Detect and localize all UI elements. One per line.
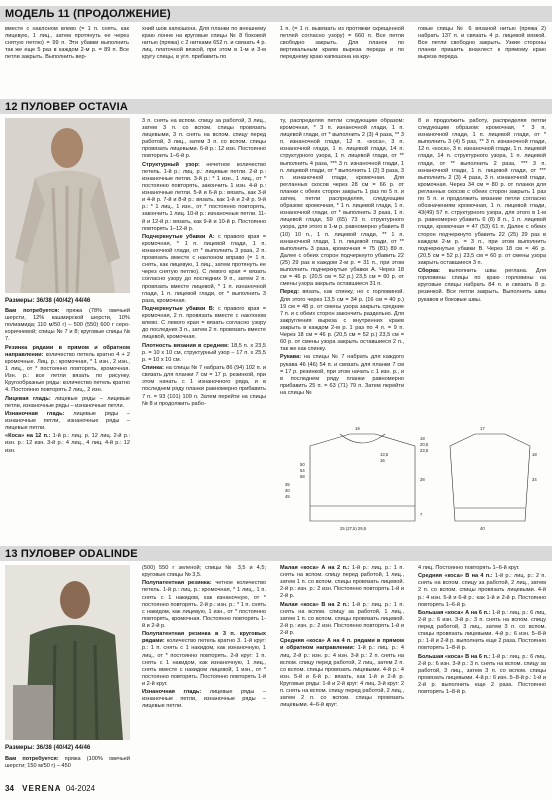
diagram-label: 35 bbox=[285, 482, 290, 487]
paragraph-heading: «Коса» на 12 п.: bbox=[5, 433, 51, 440]
diagram-label: 40 bbox=[480, 526, 485, 531]
model11-col-2 bbox=[142, 26, 266, 96]
paragraph-heading: Полупатентная резинка в 3 п. круговых рядами: bbox=[142, 631, 266, 645]
octavia-pattern-diagram bbox=[280, 426, 546, 534]
octavia-col-1 bbox=[5, 308, 130, 543]
instruction-paragraph bbox=[142, 689, 266, 710]
paragraph-heading: Структурный узор: bbox=[142, 161, 200, 168]
paragraph-heading: Спинка: bbox=[142, 365, 165, 372]
diagram-label: 23,5 bbox=[420, 448, 429, 453]
paragraph-text: ту, распределяя петли следующим образом: кромочная, * 3 п. изнаночной глади, 1 п. лицевой глади, от * выполнить 2 (3) 4 раза, ** 3 п. изнаночной глади, 12 п. «коса», 3 п. изнаночной глади, 1 п. лицевой глади, 14 п. структурного узора, 1 п. лицевой глади, от ** выполнить 4 раза, *** 3 п. изнаночной глади, 1 п. лицевой глади, от * выполнить 1 (2) 3 раза, 3 п. изнаночной глади, кромочная. Для регланных скосов через 28 см = 66 р. от планки с обеих сторон закрыть 1 раз по 5 п. и затем, петли распределяя, следующим образом: кромочная, * 1 п. лицевой глади, 1 п. изнаночной глади, от * выполнить 3 раза, 1 п. лицевой глади, 59 (65) 73 п. структурного узора, для этого в 1-м р. равномерно убавить 8 (10) 10 п., 1 п. лицевой глади, ** 1 п. изнаночной глади, 1 п. лицевой глади, от ** выполнить 3 раза, кромочная = 75 (81) 89 п. Далее с обеих сторон подчеркнуто убавить 22 (25) 29 раз в каждом 2-м р. = 31 п., при этом выполнить подчеркнутые убавки А. Через 18 см = 46 р. (20,5 см = 52 р.) 23,5 см = 60 р. от смены узора закрыть оставшиеся 31 п. bbox=[280, 118, 404, 288]
instruction-paragraph bbox=[142, 365, 266, 408]
paragraph-heading: Средняя «коса» В на 4 п.: bbox=[418, 573, 493, 580]
paragraph-heading: Большая «коса» А на 6 п.: bbox=[418, 609, 491, 616]
diagram-label: 45 bbox=[285, 494, 290, 499]
footer bbox=[5, 784, 95, 793]
instruction-paragraph bbox=[142, 162, 266, 233]
model11-col-4 bbox=[418, 26, 546, 96]
diagram-label: 34 bbox=[532, 477, 537, 482]
instruction-paragraph bbox=[142, 234, 266, 305]
odalinde-photo bbox=[5, 565, 130, 740]
odalinde-col-4 bbox=[418, 565, 546, 780]
odalinde-title: 13 ПУЛОВЕР ODALINDE bbox=[5, 548, 138, 560]
instruction-paragraph bbox=[418, 610, 546, 653]
instruction-paragraph bbox=[418, 565, 546, 572]
instruction-paragraph bbox=[142, 118, 266, 161]
paragraph-text: на спицы № 7 набрать 86 (94) 102 п. и связать для планки 7 см = 17 р. резинкой, при этом начать с 1 изнаночного ряда, и в последнем ряду планки равномерно прибавить 7 п. = 93 (101) 109 п. Затем перейти на спицы № 8 и продолжить рабо- bbox=[142, 365, 266, 407]
paragraph-heading: Изнаночная гладь: bbox=[5, 410, 65, 417]
paragraph-heading: Малая «коса» А на 2 п.: bbox=[280, 565, 350, 571]
octavia-col-4 bbox=[418, 118, 546, 423]
instruction-paragraph bbox=[5, 433, 130, 454]
instruction-paragraph bbox=[280, 118, 404, 288]
paragraph-text: 1-й р.: лиц. р.: 1 п. снять на вспом. спицу перед работой, 1 лиц., затем 1 п. со вспом. спицы провязать лицевой. 2-й р.: изн. р.: 2 изн. Постоянно повторять 1-й и 2-й р. bbox=[280, 565, 404, 600]
paragraph-heading: Большая «коса» В на 6 п.: bbox=[418, 653, 491, 660]
instruction-paragraph bbox=[418, 654, 546, 697]
paragraph-heading: Сборка: bbox=[418, 268, 441, 275]
paragraph-text: 1-й р.: лиц. р.: 6 лиц. 2-й р.: 6 изн. 3-й р.: 3 п. снять на вспом. спицу перед работой, 3 лиц., затем 3 п. со вспом. спицы провязать лицевыми. 4-й р.: 6 изн. 5–8-й р.: 1-й и 2-й р. выполнить еще 2 раза. Постоянно повторять 1–8-й р. bbox=[418, 609, 546, 652]
paragraph-text: пряжа (100% овечьей шерсти; 150 м/50 г) – 450 bbox=[5, 756, 130, 770]
paragraph-text: 4 лиц. Постоянно повторять 1–6-й круг. bbox=[418, 565, 520, 571]
magazine-brand: VERENA bbox=[22, 784, 62, 793]
instruction-paragraph bbox=[280, 354, 404, 397]
instruction-paragraph bbox=[280, 289, 404, 353]
paragraph-text: 1-й р.: лиц. р. 12 лиц. 2-й р.: изн. р.: 12 изн. 3-й р.: 4 лиц., 4 лиц. 4-й р.: 12 изн. bbox=[5, 433, 130, 454]
paragraph-heading: Малая «коса» В на 2 п.: bbox=[280, 601, 350, 608]
paragraph-text: на спицы № 7 набрать для каждого рукава 46 (46) 54 п. и связать для планки 7 см = 17 р. резинкой, при этом начать с 1 изн. р., и в последнем ряду планки равномерно прибавить 25 п. = 63 (71) 79 п. Затем перейти на спицы № bbox=[280, 354, 404, 396]
diagram-label: 13,5 bbox=[380, 452, 389, 457]
paragraph-heading: Подчеркнутые убавки B: bbox=[142, 306, 215, 312]
paragraph-text: 1-й р.: лиц. р.: 1 п. снять на вспом. спицу за работой, 1 лиц., затем 1 п. со вспом. спицы провязать лицевой. 2-й р.: изн. р.: 2 изн. Постоянно повторять 1-й и 2-й р. bbox=[280, 601, 404, 637]
diagram-label: 7 bbox=[420, 512, 423, 517]
odalinde-col-3 bbox=[280, 565, 404, 780]
model11-title: МОДЕЛЬ 11 (ПРОДОЛЖЕНИЕ) bbox=[5, 8, 171, 20]
paragraph-text: 8 и продолжить работу, распределяя петли следующим образом: кромочная, * 3 п. изнаночной глади, 1 п. лицевой глади, от * выполнить 3 (4) 5 раз, ** 3 п. изнаночной глади, 12 п. «коса», 3 п. изнаночной глади, 1 п. лицевой глади, 14 п. структурного узора, 1 п. лицевой глади, от ** выполнить 2 раза, *** 3 п. изнаночной глади, 1 п. лицевой глади, от *** выполнить 2 (3) 4 раза, 3 п. изнаночной глади, кромочная. Через 34 см = 80 р. от планки для регланных скосов с обеих сторон закрыть 1 раз по 5 п. и продолжить вязание петли согласно обозначениям кромочная, 1 п. лицевой глади, 43(49) 57 п. структурного узора, для этого в 1-м р. равномерно убавить 6 (8) 8 п., 1 п. лицевой глади, кромочная = 47 (53) 61 п. Далее с обеих сторон подчеркнуто убавить 22 (25) 29 раз в каждом 2-м р. = 3 п., при этом выполнить подчеркнутые убавки B. Через 18 см = 46 р. (20,5 см = 52 р.) 23,5 см = 60 р. от смены узора закрыть оставшиеся 3 п. bbox=[418, 118, 546, 266]
instruction-paragraph bbox=[418, 268, 546, 303]
diagram-label: 19 bbox=[355, 426, 360, 431]
diagram-label: 20,5 bbox=[420, 442, 429, 447]
paragraph-text: 1-й р.: лиц. р.: 4 лиц. 2-й р.: изн. р.: 4 изн. 3-й р.: 2 п. снять на вспом. спицу перед работой, 2 лиц., затем 2 п. со вспом. спицы провязать лицевыми. 4-й р.: 4 изн. 5-й и 6-й р.: вязать, как 1-й и 2-й р. Круговые ряды: 1-й и 2-й круг: 4 лиц. 3-й круг: 2 п. снять на вспом. спицу перед работой, 2 лиц., затем 2 п. со вспом. спицы провязать лицевыми. 4–6-й круг: bbox=[280, 645, 404, 709]
octavia-model-silhouette bbox=[5, 118, 130, 293]
paragraph-text: лицевые ряды – изнаночные петли, изнаночные ряды – лицевые петли. bbox=[5, 410, 130, 432]
instruction-paragraph bbox=[142, 343, 266, 364]
diagram-label: 17 bbox=[480, 426, 485, 431]
instruction-paragraph bbox=[5, 345, 130, 395]
instruction-paragraph bbox=[142, 580, 266, 630]
instruction-paragraph bbox=[280, 602, 404, 637]
diagram-label: 25 (27,5) 29,5 bbox=[340, 526, 367, 531]
instruction-paragraph bbox=[5, 308, 130, 343]
paragraph-text: с правого края = кромочная, * 1 п. лицевой глади, 1 п. изнаночной глади, от * выполнить 3 раза, 2 п. провязать вместе с наклоном вправо (= 1 п. снять, как лицевую, 1 лиц., затем протянуть ее через снятую петлю). С левого края = вязать согласно узору до последних 9 п., затем 2 п. провязать вместе лицевой, * 1 п. изнаночной глади, 1 п. лицевой глади, от * выполнить 3 раза, кромочная. bbox=[142, 233, 266, 304]
odalinde-sizes: Размеры: 36/38 (40/42) 44/46 bbox=[5, 744, 91, 751]
paragraph-text: выполнить швы реглана. Для горловины спицы по краю горловины на круговые спицы набрать 84 п. и связать 8 р. резинкой. Все петли закрыть. Выполнить швы рукавов и боковые швы. bbox=[418, 268, 546, 303]
instruction-paragraph bbox=[5, 396, 130, 410]
diagram-label: 18 bbox=[420, 436, 425, 441]
diagram-label: 28 bbox=[420, 477, 425, 482]
paragraph-text: лицевые ряды – изнаночные петли, изнаночные ряды – лицевые петли. bbox=[142, 689, 266, 710]
diagram-label: 54 bbox=[300, 468, 305, 473]
instruction-paragraph bbox=[5, 756, 130, 770]
diagram-label: 40 bbox=[285, 488, 290, 493]
paragraph-text: пряжа (78% овечьей шерсти, 12% кашмирской шерсти, 10% полиамида; 110 м/50 г) – 500 (550) 600 г серо-коричневой; спицы № 7 и 8; круговые спицы № 7. bbox=[5, 308, 130, 343]
paragraph-text: нечетное количество петель. 1-й р.: лиц. р.: лицевые петли. 2-й р.: изнаночные петли. 3-й р.: * 1 изн., 1 лиц., от * постоянно повторять, закончить 1 изн. 4-й р.: изнаночные петли. 5-й и 6-й р.: вязать, как 3-й и 4-й р. 7-й и 8-й р.: вязать, как 1-й и 2-й р. 9-й р.: * 1 лиц., 1 изн., от * постоянно повторять, закончить 1 лиц. 10-й р.: изнаночные петли. 11-й и 12-й р.: вязать, как 9-й и 10-й р. Постоянно повторять 1–12-й р. bbox=[142, 161, 266, 232]
octavia-col-2 bbox=[142, 118, 266, 543]
paragraph-text: четное количество петель. 1-й р.: лиц. р.: кромочная, * 1 лиц., 1 п. снять с 1 накидом, как изнаночную, от * постоянно повторять. 2-й р.: изн. р.: * 1 п. снять с накидом, как лицевую, 1 изн., от * постоянно повторять, кромочная. Постоянно повторять 1-й и 2-й р. bbox=[142, 580, 266, 629]
model11-text-3: 1 п. (= 1 п. вывязать из протяжки скрещенной петлей согласно узору) = 660 п. Все петли свободно закрыть. Для планок по вертикальным краям выреза переда и по переднему краю капюшона на кру- bbox=[280, 26, 404, 61]
diagram-label: 50 bbox=[300, 462, 305, 467]
odalinde-col-2 bbox=[142, 565, 266, 780]
model11-text-1: вместе с наклоном влево (= 1 п. снять, как лицевую, 1 лиц., затем протянуть ее через снятую петлю) = 99 п. Эти убавки выполнить так же еще 5 раз в каждом 2-м р. = 89 п. Все петли закрыть. Выполнить вер- bbox=[5, 26, 129, 61]
instruction-paragraph bbox=[142, 565, 266, 579]
diagram-label: 58 bbox=[300, 474, 305, 479]
diagram-label: 18 bbox=[532, 452, 537, 457]
diagram-label: 16 bbox=[380, 458, 385, 463]
instruction-paragraph bbox=[418, 573, 546, 608]
paragraph-heading: Вам потребуется: bbox=[5, 308, 60, 314]
page-number: 34 bbox=[5, 784, 14, 793]
paragraph-heading: Вам потребуется: bbox=[5, 756, 59, 762]
odalinde-model-silhouette bbox=[5, 565, 130, 740]
paragraph-heading: Резинка рядами в прямом и обратном направлении: bbox=[5, 344, 130, 358]
instruction-paragraph bbox=[418, 118, 546, 267]
paragraph-text: 1-й р.: лиц. р.: 2 п. снять на вспом. спицу за работой, 2 лиц., затем 2 п. со вспом. спицы провязать лицевыми. 4-й р.: 4 изн. 5-й и 6-й р.: как 1-й и 2-й р. Постоянно повторять 1–6-й р. bbox=[418, 573, 546, 608]
octavia-sizes: Размеры: 36/38 (40/42) 44/46 bbox=[5, 297, 91, 304]
model11-text-4: говые спицы № 6 вязаной нитью (пряжа 2) набрать 137 п. и связать 4 р. лицевой вязкой. Все петли свободно закрыть. Узкие стороны планки пришить внахлест к прямому краю выреза переда. bbox=[418, 26, 546, 61]
paragraph-heading: Средняя «коса» А на 4 п. рядами в прямом и обратном направлении: bbox=[280, 638, 404, 652]
paragraph-text: с правого края = кромочная, 2 п. провязать вместе с наклоном влево. С левого края = вязать согласно узору до последних 3 п., затем 2 п. провязать вместе лицевой, кромочная. bbox=[142, 306, 266, 341]
neckline-curve bbox=[340, 434, 385, 443]
paragraph-text: лицевые ряды – лицевые петли, изнаночные ряды – изнаночные петли. bbox=[5, 395, 130, 409]
paragraph-heading: Лицевая гладь: bbox=[5, 395, 51, 402]
model11-col-1 bbox=[5, 26, 129, 96]
instruction-paragraph bbox=[280, 565, 404, 600]
octavia-title: 12 ПУЛОВЕР OCTAVIA bbox=[5, 101, 129, 113]
paragraph-text: количество петель кратно 4 + 2 кромочные. Лиц. р.: кромочная, * 1 изн., 2 изн., 1 лиц., от * постоянно повторять, кромочная. Изн. р.: все петли вязать по рисунку. Кругообразные ряды: количество петель кратно 4. Постоянно повторять 2 лиц., 2 изн. bbox=[5, 351, 130, 394]
instruction-paragraph bbox=[5, 411, 130, 432]
octavia-col-3 bbox=[280, 118, 404, 423]
paragraph-text: (500) 550 г зеленой; спицы № 3,5 и 4,5; круговые спицы № 3,5. bbox=[142, 565, 266, 579]
model11-col-3 bbox=[280, 26, 404, 96]
instruction-paragraph bbox=[142, 306, 266, 341]
paragraph-text: 18,5 п. х 23,5 р. = 10 х 10 см, структурный узор – 17 п. х 25,5 р. = 10 х 10 см. bbox=[142, 342, 266, 363]
paragraph-text: количество петель кратно 3. 1-й круг: р.: 1 п. снять с 1 накидом, как изнаночную, 1 лиц., от * постоянно повторять. 2-й круг: 1 п. снять с 1 накидом, как изнаночную, 1 лиц., снять вместе с накидом лицевой, 1 изн., от * постоянно повторять. Постоянно повторять 1-й и 2-й круг. bbox=[142, 638, 266, 687]
odalinde-col-1 bbox=[5, 756, 130, 780]
paragraph-text: 1-й р.: лиц. р.: 6 лиц. 2-й р.: 6 изн. 3-й р.: 3 п. снять на вспом. спицу за работой, 3 лиц., затем 3 п. со вспом. спицы провязать лицевыми. 4-й р.: 6 изн. 5–8-й р.: 1-й и 2-й р. выполнить еще 2 раза. Постоянно повторять 1–8-й р. bbox=[418, 653, 546, 696]
paragraph-text: 3 п. снять на вспом. спицу за работой, 3 лиц., затем 3 п. со вспом. спицы провязать лицевыми, 3 п. снять на вспом. спицу перед работой, 3 лиц., затем 3 п. со вспом. спицы провязать лицевыми. 6-й р.: 12 изн. Постоянно повторить 1–6-й р. bbox=[142, 118, 266, 160]
instruction-paragraph bbox=[280, 638, 404, 709]
paragraph-text: вязать, как спинку, но с горловиной. Для этого через 13,5 см = 34 р. (16 см = 40 р.) 19 см = 48 р. от смены узора закрыть средние 7 п. и с обеих сторон закончить раздельно. Для закругления выреза с внутренних краев закрыть в каждом 2-м р. 1 раз по 4 п. = 9 п. Через 18 см = 46 р. (20,5 см = 52 р.) 23,5 см = 60 р. от смены узора закрыть оставшиеся 2 п., так же как спинку. bbox=[280, 289, 404, 353]
paragraph-heading: Подчеркнутые убавки А: bbox=[142, 233, 215, 240]
front-piece-outline bbox=[310, 434, 415, 521]
instruction-paragraph bbox=[142, 631, 266, 688]
paragraph-heading: Плотность вязания в среднем: bbox=[142, 342, 229, 349]
paragraph-heading: Изнаночная гладь: bbox=[142, 689, 202, 696]
issue-number: 04-2024 bbox=[65, 784, 96, 793]
octavia-photo bbox=[5, 118, 130, 293]
model11-text-2: хний шов капюшона. Для планки по внешнему краю лонне на круговые спицы № 8 боковой нитью (пряжа) с 2 нитками 652 п. и связать 4 р. лиц. платочной вязкой, при этом в 1-м и 3-м кругу спицы, в угл. прибавить по bbox=[142, 26, 266, 61]
paragraph-heading: Перед: bbox=[280, 289, 300, 296]
paragraph-heading: Полупатентная резинка: bbox=[142, 580, 212, 587]
paragraph-heading: Рукава: bbox=[280, 354, 302, 361]
